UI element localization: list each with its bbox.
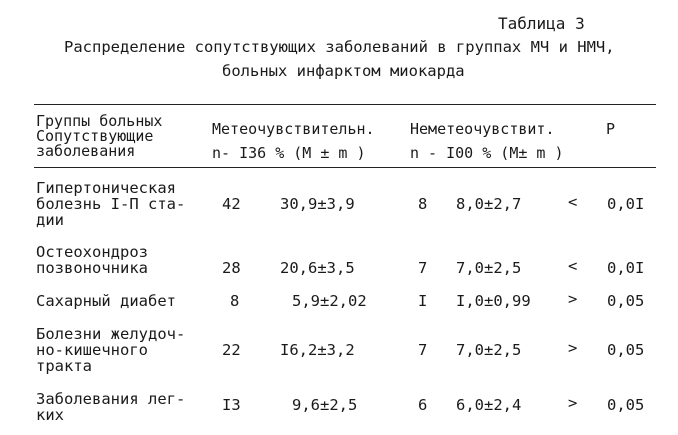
row-4-name-line-2: но-кишечного: [36, 341, 148, 359]
row-3-name-line-1: Сахарный диабет: [36, 292, 176, 310]
row-2-meteo-value: 20,6±3,5: [280, 259, 355, 277]
row-4-meteo-n: 22: [222, 341, 241, 359]
header-p: P: [606, 120, 616, 138]
row-1-meteo-n: 42: [222, 195, 241, 213]
header-groups-line-1: Группы больных: [36, 112, 163, 130]
header-meteo-line-2: n- I36 % (M ± m ): [212, 144, 366, 162]
row-4-nonmeteo-value: 7,0±2,5: [456, 341, 522, 359]
table-top-rule: [34, 104, 656, 105]
row-5-name-line-1: Заболевания лег-: [36, 390, 186, 408]
header-nonmeteo-line-2: n - I00 % (M± m ): [410, 144, 564, 162]
row-1-meteo-value: 30,9±3,9: [280, 195, 355, 213]
row-5-p-value: 0,05: [607, 396, 645, 414]
header-groups-line-3: заболевания: [36, 142, 136, 160]
row-5-meteo-value: 9,6±2,5: [292, 396, 358, 414]
header-meteo-line-1: Метеочувствительн.: [212, 120, 375, 138]
row-1-nonmeteo-n: 8: [418, 195, 428, 213]
table-number-label: Таблица 3: [498, 14, 585, 33]
table-header-rule: [34, 167, 656, 168]
row-2-name-line-1: Остеохондроз: [36, 243, 148, 261]
row-1-name-line-3: дии: [36, 211, 64, 229]
row-1-comparison-sign: <: [568, 193, 578, 211]
row-2-comparison-sign: <: [568, 257, 578, 275]
row-4-meteo-value: I6,2±3,2: [280, 341, 355, 359]
row-4-p-value: 0,05: [607, 341, 645, 359]
row-4-comparison-sign: >: [568, 339, 578, 357]
row-2-p-value: 0,0I: [607, 259, 645, 277]
table-title-line-2: больных инфарктом миокарда: [222, 62, 465, 80]
row-5-comparison-sign: >: [568, 394, 578, 412]
row-2-name-line-2: позвоночника: [36, 259, 148, 277]
row-4-name-line-3: тракта: [36, 357, 92, 375]
row-5-nonmeteo-value: 6,0±2,4: [456, 396, 522, 414]
row-3-nonmeteo-value: I,0±0,99: [456, 292, 531, 310]
row-3-nonmeteo-n: I: [418, 292, 428, 310]
row-2-nonmeteo-n: 7: [418, 259, 428, 277]
row-1-name-line-2: болезнь I-П ста-: [36, 195, 186, 213]
row-1-p-value: 0,0I: [607, 195, 645, 213]
row-4-nonmeteo-n: 7: [418, 341, 428, 359]
row-2-nonmeteo-value: 7,0±2,5: [456, 259, 522, 277]
row-3-comparison-sign: >: [568, 290, 578, 308]
row-3-meteo-n: 8: [230, 292, 240, 310]
header-groups-line-2: Сопутствующие: [36, 127, 154, 145]
row-2-meteo-n: 28: [222, 259, 241, 277]
row-3-p-value: 0,05: [607, 292, 645, 310]
header-nonmeteo-line-1: Неметеочувствит.: [410, 120, 555, 138]
table-title-line-1: Распределение сопутствующих заболеваний в группах МЧ и НМЧ,: [64, 38, 615, 56]
row-5-name-line-2: ких: [36, 406, 64, 424]
row-5-meteo-n: I3: [222, 396, 241, 414]
row-4-name-line-1: Болезни желудоч-: [36, 325, 186, 343]
row-5-nonmeteo-n: 6: [418, 396, 428, 414]
row-1-nonmeteo-value: 8,0±2,7: [456, 195, 522, 213]
row-1-name-line-1: Гипертоническая: [36, 179, 176, 197]
row-3-meteo-value: 5,9±2,02: [292, 292, 367, 310]
